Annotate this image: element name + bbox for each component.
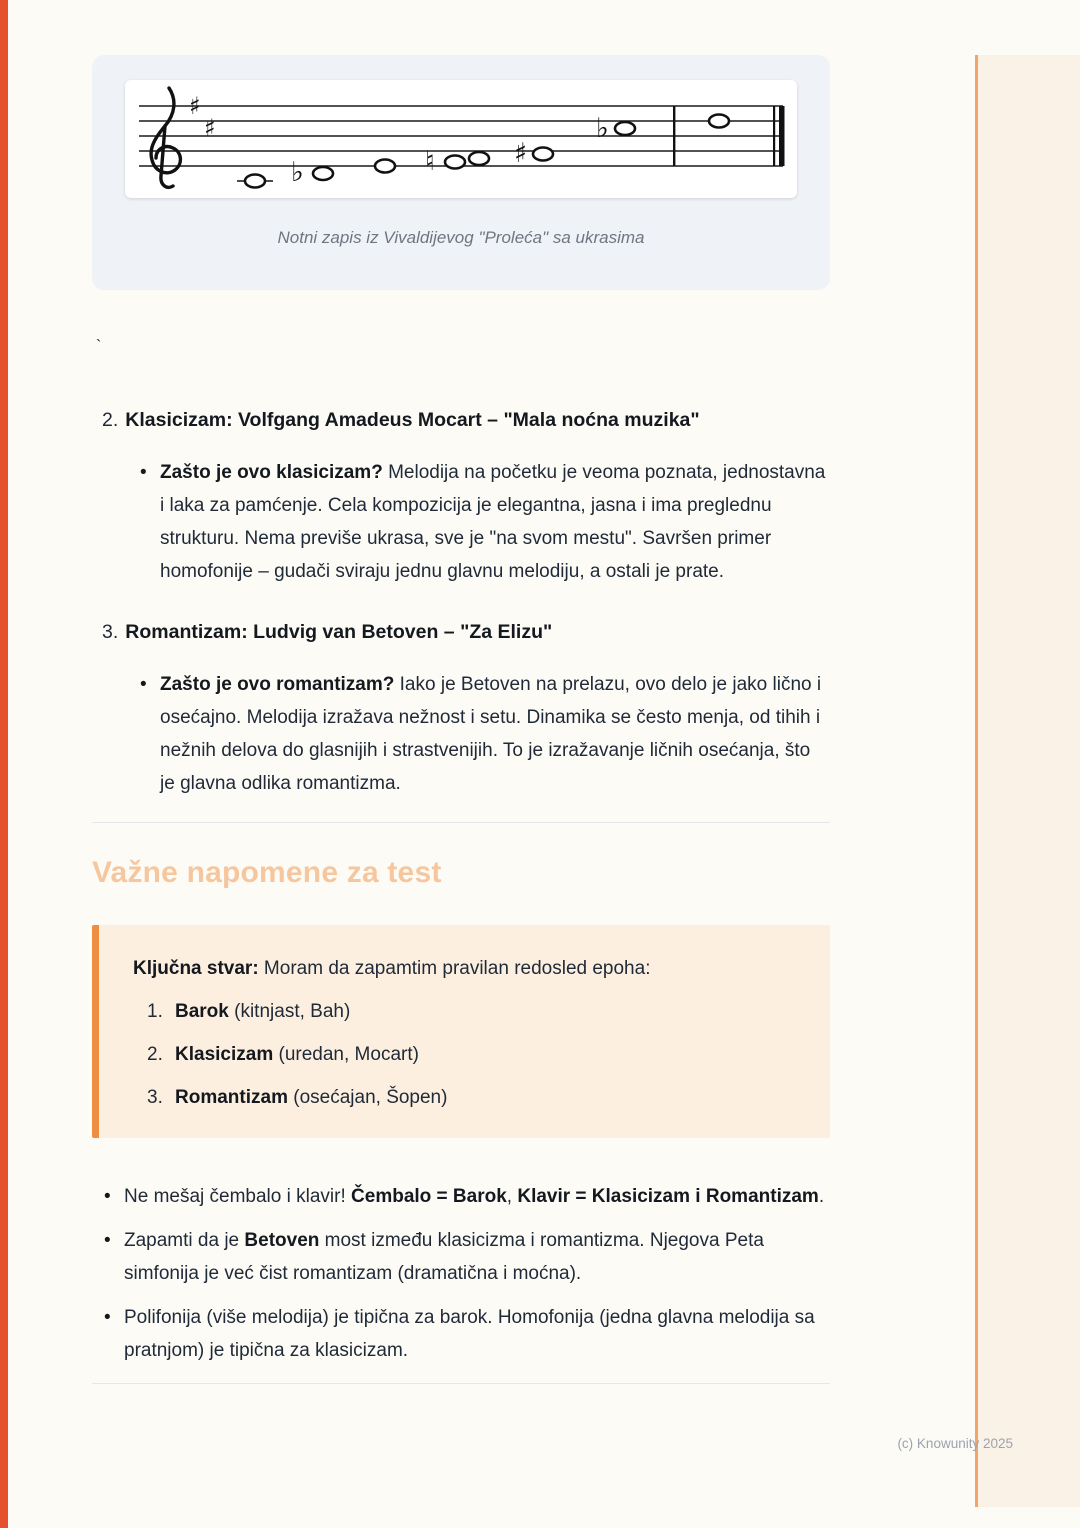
svg-text:♭: ♭ — [596, 113, 609, 144]
callout-intro: Ključna stvar: Moram da zapamtim pravilan redosled epoha: — [133, 958, 651, 980]
sheet-music-svg — [125, 80, 797, 198]
list-item — [92, 1301, 830, 1367]
item-number: 3. — [102, 621, 119, 644]
divider — [92, 822, 830, 823]
tip-text: Zapamti da je Betoven most između klasicizma i romantizma. Njegova Peta simfonija je već čist romantizam (dramatična i moćna). — [124, 1230, 764, 1285]
item-title: Romantizam: Ludvig van Betoven – "Za Elizu" — [125, 621, 553, 644]
left-accent-stripe — [0, 0, 8, 1528]
figure-caption: Notni zapis iz Vivaldijevog "Proleća" sa ukrasima — [277, 228, 645, 247]
document-content — [92, 0, 830, 1384]
svg-text:♭: ♭ — [291, 157, 304, 188]
item-title: Klasicizam: Volfgang Amadeus Mocart – "Mala noćna muzika" — [125, 408, 700, 431]
list-item — [92, 1224, 830, 1290]
callout-item-romantizam — [147, 1084, 800, 1112]
right-margin-area — [978, 55, 1080, 1507]
list-item — [92, 1180, 830, 1213]
key-points-callout — [92, 925, 830, 1138]
sheet-music-image — [125, 80, 797, 198]
list-item — [92, 456, 830, 588]
list-item — [92, 668, 830, 800]
right-margin-line — [975, 55, 978, 1507]
divider — [92, 1383, 830, 1384]
callout-item-barok — [147, 998, 800, 1026]
bullet-icon: • — [104, 1230, 111, 1252]
item-number: 1. — [147, 1001, 163, 1023]
bullet-text: Zašto je ovo klasicizam? Melodija na početku je veoma poznata, jednostavna i laka za pamćenje. Cela kompozicija je elegantna, jasna i ima preglednu strukturu. Nema previše ukrasa, sve je "na svom mestu". Savršen primer homofonije – gudači sviraju jednu glavnu melodiju, a ostali je prate. — [160, 462, 826, 583]
item-number: 3. — [147, 1087, 163, 1109]
notes-section-heading: Važne napomene za test — [92, 856, 442, 890]
list-item-romantizam-heading — [102, 618, 830, 646]
item-text: Barok (kitnjast, Bah) — [175, 1001, 351, 1023]
svg-text:♯: ♯ — [189, 92, 201, 120]
copyright-text: (c) Knowunity 2025 — [897, 1436, 1013, 1451]
item-text: Klasicizam (uredan, Mocart) — [175, 1044, 419, 1066]
treble-clef-icon — [151, 88, 180, 187]
bullet-icon: • — [140, 462, 147, 484]
key-signature-sharps — [189, 92, 216, 142]
svg-text:♮: ♮ — [425, 146, 435, 177]
list-item-klasicizam-heading — [102, 406, 830, 434]
tips-list — [92, 1180, 830, 1367]
callout-item-klasicizam — [147, 1041, 800, 1069]
item-number: 2. — [102, 408, 119, 431]
music-figure-card — [92, 55, 830, 290]
svg-text:♯: ♯ — [514, 138, 528, 169]
bullet-text: Zašto je ovo romantizam? Iako je Betoven na prelazu, ovo delo je jako lično i osećajno. Melodija izražava nežnost i setu. Dinamika se često menja, od tihih i nežnih delova do glasnijih i strastvenijih. To je izražavanje ličnih osećanja, što je glavna odlika romantizma. — [160, 674, 822, 795]
tip-text: Polifonija (više melodija) je tipična za barok. Homofonija (jedna glavna melodija sa pratnjom) je tipična za klasicizam. — [124, 1307, 815, 1362]
svg-text:♯: ♯ — [204, 114, 216, 142]
bullet-icon: • — [140, 674, 147, 696]
stray-backtick: ` — [96, 337, 102, 355]
bullet-icon: • — [104, 1186, 111, 1208]
bullet-icon: • — [104, 1307, 111, 1329]
tip-text: Ne mešaj čembalo i klavir! Čembalo = Barok, Klavir = Klasicizam i Romantizam. — [124, 1186, 825, 1208]
item-text: Romantizam (osećajan, Šopen) — [175, 1087, 448, 1109]
item-number: 2. — [147, 1044, 163, 1066]
